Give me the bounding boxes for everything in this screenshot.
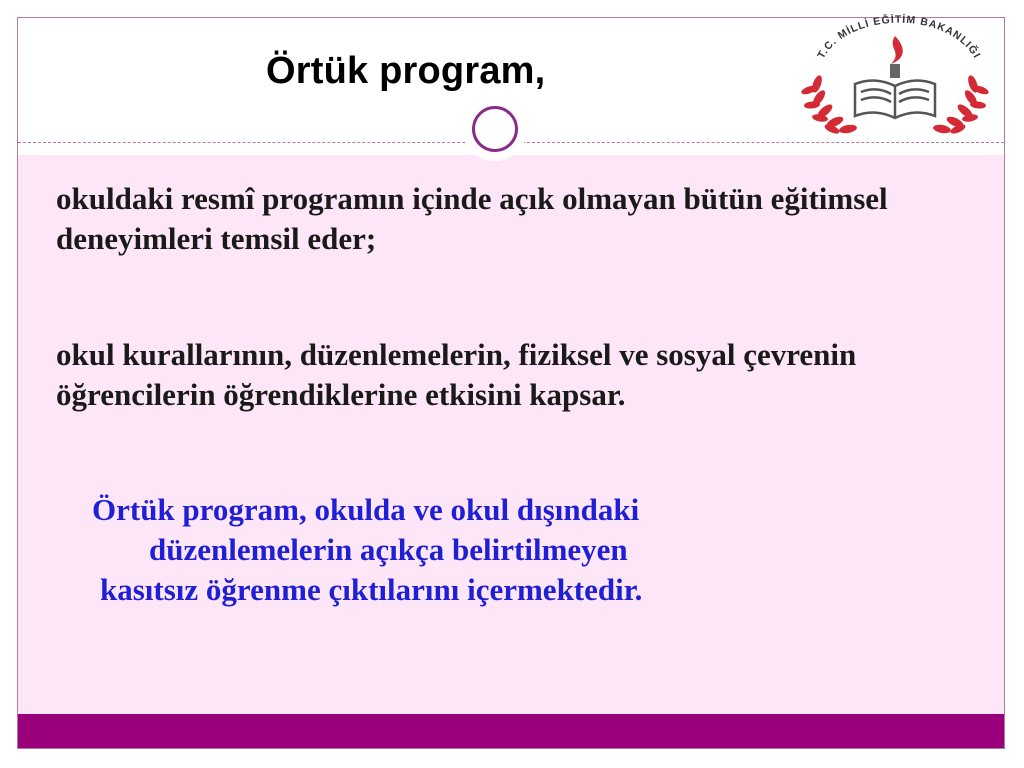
book-icon xyxy=(855,80,935,118)
paragraph-definition: okuldaki resmî programın içinde açık olmayan bütün eğitimsel deneyimleri temsil eder; xyxy=(56,181,888,256)
paragraph-scope: okul kurallarının, düzenlemelerin, fiziksel ve sosyal çevrenin öğrencilerin öğrendiklerine etkisini kapsar. xyxy=(56,337,857,412)
ministry-logo xyxy=(795,14,995,144)
torch-flame-icon xyxy=(891,36,903,64)
bottom-bar xyxy=(18,714,1004,748)
slide-title: Örtük program, xyxy=(266,50,546,92)
logo-text: T.C. MİLLİ EĞİTİM BAKANLIĞI xyxy=(815,14,983,61)
laurel-left-icon xyxy=(800,74,857,135)
circle-ring-icon xyxy=(472,106,518,152)
highlight-line-2: düzenlemelerin açıkça belirtilmeyen xyxy=(149,532,628,567)
paragraph-highlight xyxy=(56,490,936,610)
torch-handle-icon xyxy=(890,64,900,78)
highlight-line-3: kasıtsız öğrenme çıktılarını içermektedir. xyxy=(100,572,643,607)
laurel-right-icon xyxy=(932,74,989,135)
highlight-line-1: Örtük program, okulda ve okul dışındaki xyxy=(92,492,640,527)
